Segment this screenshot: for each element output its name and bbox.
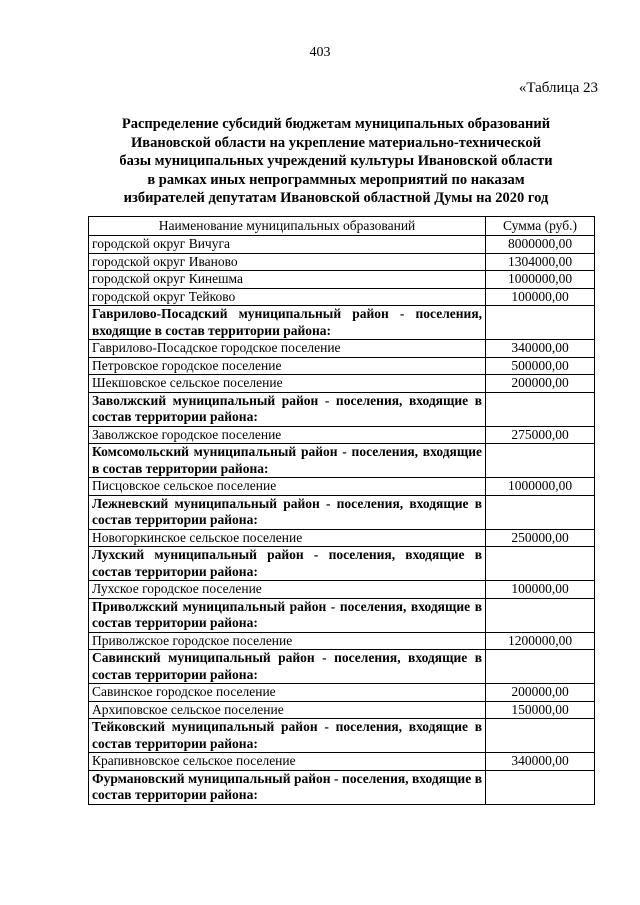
- municipality-name: Приволжское городское поселение: [89, 632, 486, 650]
- district-row: [89, 598, 595, 632]
- municipality-name: городской округ Тейково: [89, 288, 486, 306]
- district-row: [89, 770, 595, 804]
- district-name: Приволжский муниципальный район - поселения, входящие в состав территории района:: [89, 598, 486, 632]
- table-row: [89, 478, 595, 496]
- municipality-name: Архиповское сельское поселение: [89, 701, 486, 719]
- subsidy-table: [88, 216, 595, 805]
- table-row: [89, 236, 595, 254]
- title-line: Ивановской области на укрепление материально-технической: [131, 134, 541, 151]
- municipality-name: Лухское городское поселение: [89, 581, 486, 599]
- table-row: [89, 375, 595, 393]
- subsidy-sum: 150000,00: [486, 701, 595, 719]
- title-line: Распределение субсидий бюджетам муниципальных образований: [121, 116, 551, 132]
- district-row: [89, 444, 595, 478]
- subsidy-sum: 1200000,00: [486, 632, 595, 650]
- district-name: Фурмановский муниципальный район - поселения, входящие в состав территории района:: [89, 770, 486, 804]
- municipality-name: Гаврилово-Посадское городское поселение: [89, 340, 486, 358]
- subsidy-sum: 100000,00: [486, 288, 595, 306]
- subsidy-sum: [486, 650, 595, 684]
- subsidy-sum: [486, 770, 595, 804]
- table-row: [89, 684, 595, 702]
- subsidy-sum: [486, 495, 595, 529]
- subsidy-sum: 1000000,00: [486, 478, 595, 496]
- district-row: [89, 495, 595, 529]
- table-row: [89, 271, 595, 289]
- table-row: [89, 253, 595, 271]
- subsidy-sum: 340000,00: [486, 340, 595, 358]
- district-row: [89, 392, 595, 426]
- district-name: Заволжский муниципальный район - поселения, входящие в состав территории района:: [89, 392, 486, 426]
- table-row: [89, 340, 595, 358]
- table-row: [89, 753, 595, 771]
- table-label: «Таблица 23: [518, 80, 598, 96]
- municipality-name: Петровское городское поселение: [89, 357, 486, 375]
- district-row: [89, 719, 595, 753]
- district-row: [89, 547, 595, 581]
- subsidy-sum: 1000000,00: [486, 271, 595, 289]
- subsidy-sum: 250000,00: [486, 529, 595, 547]
- municipality-name: Савинское городское поселение: [89, 684, 486, 702]
- municipality-name: Новогоркинское сельское поселение: [89, 529, 486, 547]
- title-line: базы муниципальных учреждений культуры Ивановской области: [119, 153, 553, 169]
- subsidy-sum: 340000,00: [486, 753, 595, 771]
- header-sum: Сумма (руб.): [486, 217, 595, 236]
- subsidy-sum: 275000,00: [486, 426, 595, 444]
- municipality-name: городской округ Вичуга: [89, 236, 486, 254]
- table-row: [89, 581, 595, 599]
- title-line: в рамках иных непрограммных мероприятий по наказам: [147, 171, 525, 188]
- table-row: [89, 701, 595, 719]
- subsidy-sum: 200000,00: [486, 684, 595, 702]
- table-row: [89, 529, 595, 547]
- subsidy-sum: [486, 306, 595, 340]
- subsidy-sum: 8000000,00: [486, 236, 595, 254]
- subsidy-sum: 500000,00: [486, 357, 595, 375]
- municipality-name: Крапивновское сельское поселение: [89, 753, 486, 771]
- table-row: [89, 426, 595, 444]
- header-name: Наименование муниципальных образований: [89, 217, 486, 236]
- district-name: Тейковский муниципальный район - поселения, входящие в состав территории района:: [89, 719, 486, 753]
- subsidy-sum: 1304000,00: [486, 253, 595, 271]
- subsidy-sum: [486, 444, 595, 478]
- municipality-name: Писцовское сельское поселение: [89, 478, 486, 496]
- district-row: [89, 650, 595, 684]
- district-name: Комсомольский муниципальный район - поселения, входящие в состав территории района:: [89, 444, 486, 478]
- municipality-name: городской округ Иваново: [89, 253, 486, 271]
- district-row: [89, 306, 595, 340]
- table-row: [89, 357, 595, 375]
- district-name: Гаврилово-Посадский муниципальный район - поселения, входящие в состав территории района:: [89, 306, 486, 340]
- municipality-name: Заволжское городское поселение: [89, 426, 486, 444]
- municipality-name: городской округ Кинешма: [89, 271, 486, 289]
- table-header-row: [89, 217, 595, 236]
- subsidy-sum: 100000,00: [486, 581, 595, 599]
- subsidy-sum: [486, 547, 595, 581]
- district-name: Савинский муниципальный район - поселения, входящие в состав территории района:: [89, 650, 486, 684]
- subsidy-sum: [486, 598, 595, 632]
- table-row: [89, 288, 595, 306]
- subsidy-sum: [486, 392, 595, 426]
- page-number: 403: [309, 45, 331, 60]
- subsidy-sum: 200000,00: [486, 375, 595, 393]
- municipality-name: Шекшовское сельское поселение: [89, 375, 486, 393]
- table-row: [89, 632, 595, 650]
- subsidy-sum: [486, 719, 595, 753]
- district-name: Лежневский муниципальный район - поселения, входящие в состав территории района:: [89, 495, 486, 529]
- district-name: Лухский муниципальный район - поселения, входящие в состав территории района:: [89, 547, 486, 581]
- document-title: [88, 115, 584, 208]
- title-line: избирателей депутатам Ивановской областной Думы на 2020 год: [123, 190, 549, 206]
